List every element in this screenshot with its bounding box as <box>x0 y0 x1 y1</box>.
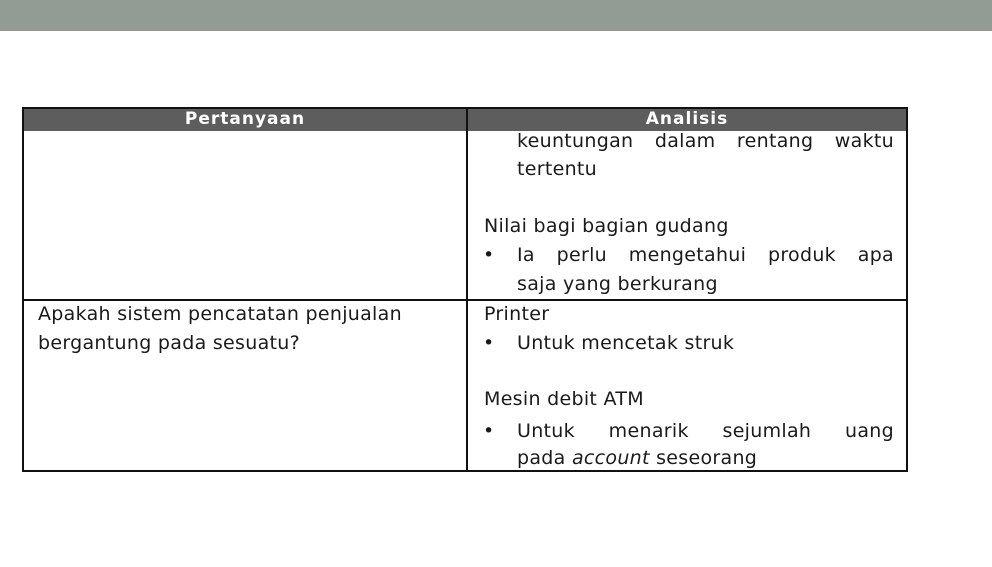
row2-bullet2-line2 <box>517 444 757 473</box>
header-pertanyaan: Pertanyaan <box>184 109 306 129</box>
row2-heading-printer: Printer <box>484 303 550 325</box>
header-analisis: Analisis <box>645 109 729 129</box>
bullet2-italic-account: account <box>571 447 650 469</box>
column-divider <box>466 109 468 470</box>
row2-question-line2: bergantung pada sesuatu? <box>38 332 301 354</box>
row1-bullet-line2: saja yang berkurang <box>517 273 718 295</box>
row2-heading-atm: Mesin debit ATM <box>484 388 644 410</box>
analysis-table <box>22 107 908 472</box>
row1-heading-gudang: Nilai bagi bagian gudang <box>484 215 729 237</box>
row1-bullet-line1: Ia perlu mengetahui produk apa <box>517 244 894 266</box>
row2-question-line1: Apakah sistem pencatatan penjualan <box>38 303 402 325</box>
bullet2-post: seseorang <box>656 447 758 469</box>
row1-cont-line1: keuntungan dalam rentang waktu <box>517 130 894 152</box>
top-title-bar <box>0 0 992 31</box>
bullet2-pre: pada <box>517 447 566 469</box>
row2-bullet2-line1: Untuk menarik sejumlah uang <box>517 420 894 442</box>
row2-bullet2-icon: • <box>483 420 495 442</box>
row2-bullet1-text: Untuk mencetak struk <box>517 332 735 354</box>
row2-bullet1-icon: • <box>483 332 495 354</box>
row1-cont-line2: tertentu <box>517 158 598 180</box>
row1-bullet-icon: • <box>483 244 495 266</box>
